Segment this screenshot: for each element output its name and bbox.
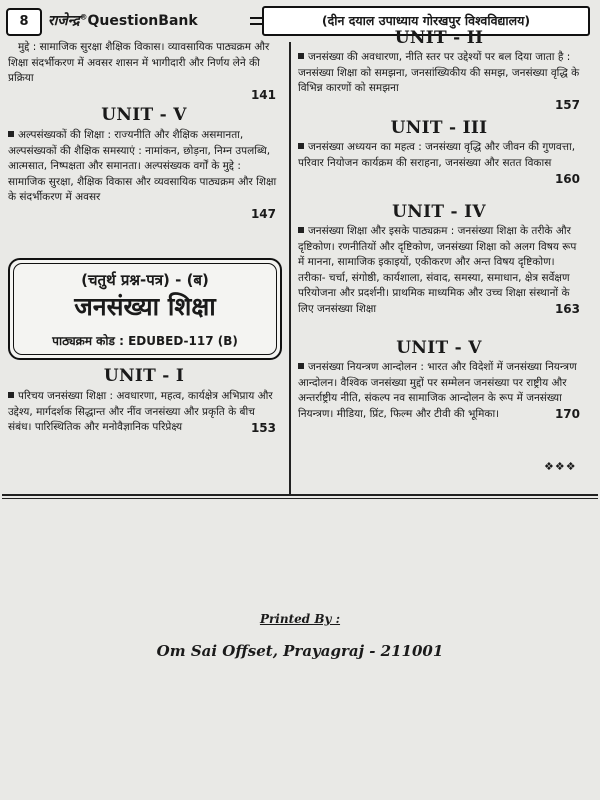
paper-label: (चतुर्थ प्रश्न-पत्र) - (ब) [81, 271, 209, 289]
brand-english: QuestionBank [87, 13, 198, 29]
page-reference: 157 [554, 97, 580, 112]
page-reference: 141 [250, 87, 276, 102]
section-divider-thin [2, 498, 598, 499]
page-reference: 147 [250, 206, 276, 221]
ornament-icon: ❖❖❖ [544, 460, 577, 473]
page-number: 8 [6, 8, 42, 36]
bullet-icon [298, 53, 304, 59]
left-unit-1 [8, 366, 280, 436]
printer-name: Om Sai Offset, Prayagraj - 211001 [156, 642, 444, 660]
right-unit-5 [298, 338, 580, 422]
page-reference: 160 [554, 172, 580, 186]
unit-title: UNIT - V [396, 338, 482, 358]
unit-title: UNIT - V [101, 105, 187, 125]
registered-mark: ® [79, 12, 88, 22]
syllabus-paragraph: जनसंख्या अध्ययन का महत्व : जनसंख्या वृद्धि और जीवन की गुणवत्ता, परिवार नियोजन कार्यक्रम की सराहना, जनसंख्या और सतत विकास [298, 141, 576, 169]
bullet-icon [298, 227, 304, 233]
course-code: पाठ्यक्रम कोड : EDUBED-117 (B) [52, 334, 238, 348]
right-unit-3 [298, 118, 580, 187]
unit-title: UNIT - IV [392, 202, 486, 222]
syllabus-paragraph: जनसंख्या की अवधारणा, नीति स्तर पर उद्देश्यों पर बल दिया जाता है : जनसंख्या शिक्षा को समझना, जनसांख्यिकीय की समझ, जनसंख्या वृद्धि के विभिन्न कारणों को समझना [298, 51, 580, 94]
printed-by-label: Printed By : [259, 612, 341, 626]
paper-title-box [8, 258, 282, 360]
syllabus-paragraph: जनसंख्या शिक्षा और इसके पाठ्यक्रम : जनसंख्या शिक्षा के तरीके और दृष्टिकोण। रणनीतियों और दृष्टिकोण, जनसंख्या शिक्षा को अलग विषय रूप में मानना, सामाजिक इकाइयों, एकीकरण और अन्त विषय दृष्टिकोण। तरीका- चर्चा, संगोष्ठी, कार्यशाला, संवाद, समस्या, समाधान, क्षेत्र सर्वेक्षण परियोजना और प्रदर्शनी। प्राथमिक माध्यमिक और उच्च शिक्षा संस्थानों के लिए जनसंख्या शिक्षा [298, 225, 577, 315]
unit-title: UNIT - III [390, 118, 488, 138]
page-reference: 170 [554, 407, 580, 421]
syllabus-paragraph: अल्पसंख्यकों की शिक्षा : राज्यनीति और शैक्षिक असमानता, अल्पसंख्यकों की शैक्षिक समस्याएं : नामांकन, छोड़ना, निम्न उपलब्धि, आत्मसात, निष्पक्षता और समानता। अल्पसंख्यक वर्गों के मुद्दे : सामाजिक सुरक्षा, शैक्षिक विकास और व्यवसायिक पाठ्यक्रम और शिक्षा के संदर्भीकरण में अवसर [8, 129, 277, 203]
bullet-icon [8, 392, 14, 398]
page-reference: 153 [250, 420, 276, 435]
bullet-icon [8, 131, 14, 137]
university-banner: (दीन दयाल उपाध्याय गोरखपुर विश्वविद्यालय) [262, 6, 590, 36]
right-unit-2 [298, 28, 580, 113]
syllabus-paragraph: जनसंख्या नियन्त्रण आन्दोलन : भारत और विदेशों में जनसंख्या नियन्त्रण आन्दोलन। वैश्विक जनसंख्या मुद्दों पर सम्मेलन जनसंख्या पर राष्ट्रीय और अन्तर्राष्ट्रीय नीति, संकल्प नव सामाजिक आन्दोलन के रूप में जनसंख्या नियन्त्रण। मीडिया, प्रिंट, फिल्म और टीवी की भूमिका। [298, 361, 577, 420]
brand-name [48, 11, 198, 30]
unit-title: UNIT - I [103, 366, 185, 386]
syllabus-paragraph: परिचय जनसंख्या शिक्षा : अवधारणा, महत्व, कार्यक्षेत्र अभिप्राय और उद्देश्य, मार्गदर्शक सिद्धान्त और नींव जनसंख्या और प्रकृति के बीच संबंध। पारिस्थितिक और मनोवैज्ञानिक परिप्रेक्ष्य [8, 390, 273, 433]
unit-title: UNIT - II [394, 28, 484, 48]
column-divider [289, 42, 291, 494]
left-column-top [8, 40, 280, 103]
section-divider [2, 494, 598, 496]
brand-hindi: राजेन्द्र [48, 13, 80, 29]
right-unit-4 [298, 202, 580, 317]
page-reference: 163 [554, 302, 580, 316]
bullet-icon [298, 143, 304, 149]
bullet-icon [298, 363, 304, 369]
subject-title: जनसंख्या शिक्षा [74, 292, 216, 321]
left-unit-5 [8, 105, 280, 222]
syllabus-paragraph: मुद्दे : सामाजिक सुरक्षा शैक्षिक विकास। व्यावसायिक पाठ्यक्रम और शिक्षा संदर्भीकरण में अवसर शासन में भागीदारी और निर्णय लेने की प्रक्रिया [8, 41, 270, 84]
